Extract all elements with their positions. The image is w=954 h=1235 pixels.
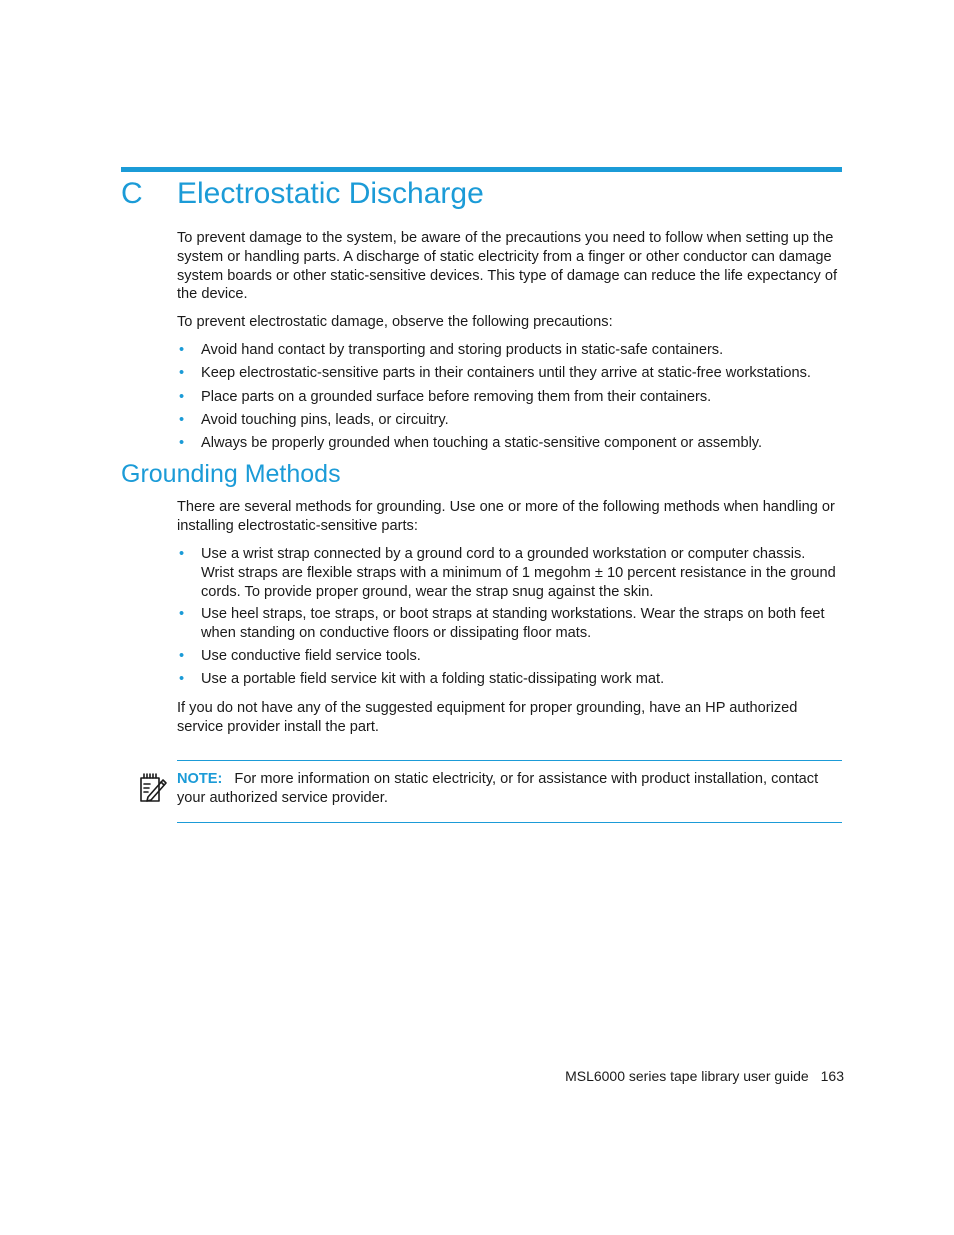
list-item: • Keep electrostatic-sensitive parts in their containers until they arrive at static-free workstations. [179,365,811,382]
intro-paragraph: To prevent damage to the system, be aware of the precautions you need to follow when setting up the system or handling parts. A discharge of static electricity from a finger or other conductor can damage system boards or other static-sensitive devices. This type of damage can reduce the life expectancy of the device. [177,230,838,303]
bullet-icon: • [179,546,185,562]
list-item: • Always be properly grounded when touching a static-sensitive component or assembly. [179,435,763,452]
bullet-icon: • [179,606,185,623]
list-item: • Use a portable field service kit with a folding static-dissipating work mat. [179,670,665,687]
bullet-icon: • [179,388,185,405]
note-top-rule [177,760,842,761]
grounding-methods-list [177,545,842,689]
chapter-heading [121,172,842,216]
grounding-closing: If you do not have any of the suggested equipment for proper grounding, have an HP authorized service provider install the part. [177,700,798,735]
list-item: • Place parts on a grounded surface before removing them from their containers. [179,388,712,405]
chapter-letter: C [121,177,143,210]
bullet-icon: • [179,342,185,358]
grounding-intro: There are several methods for grounding. Use one or more of the following methods when handling or installing electrostatic-sensitive parts: [177,499,835,534]
chapter-title: Electrostatic Discharge [177,177,484,210]
note-text [177,770,842,808]
precautions-lead: To prevent electrostatic damage, observe the following precautions: [177,314,613,330]
list-item: • Avoid hand contact by transporting and storing products in static-safe containers. [179,342,724,358]
bullet-icon: • [179,647,185,664]
note-body: For more information on static electricity, or for assistance with product installation, contact your authorized service provider. [177,771,819,806]
note-bottom-rule [177,822,842,823]
note-label: NOTE: [177,771,223,787]
bullet-icon: • [179,670,185,687]
page-footer [500,1066,844,1086]
bullet-icon: • [179,411,185,428]
bullet-icon: • [179,435,185,452]
list-item: • Use heel straps, toe straps, or boot straps at standing workstations. Wear the straps on both feet when standing on conductive floors or dissipating floor mats. [179,606,825,642]
list-item: • Use conductive field service tools. [179,647,421,664]
precautions-list [177,341,842,453]
footer-guide-title: MSL6000 series tape library user guide [565,1068,809,1084]
page-number: 163 [820,1068,844,1084]
bullet-icon: • [179,365,185,382]
list-item: • Avoid touching pins, leads, or circuitry. [179,411,449,428]
section-heading-grounding: Grounding Methods [121,460,341,488]
note-pad-icon [136,770,168,806]
list-item: • Use a wrist strap connected by a ground cord to a grounded workstation or computer chassis. Wrist straps are flexible straps with a minimum of 1 megohm ± 10 percent resistance in the ground cords. To provide proper ground, wear the strap snug against the skin. [179,546,836,600]
